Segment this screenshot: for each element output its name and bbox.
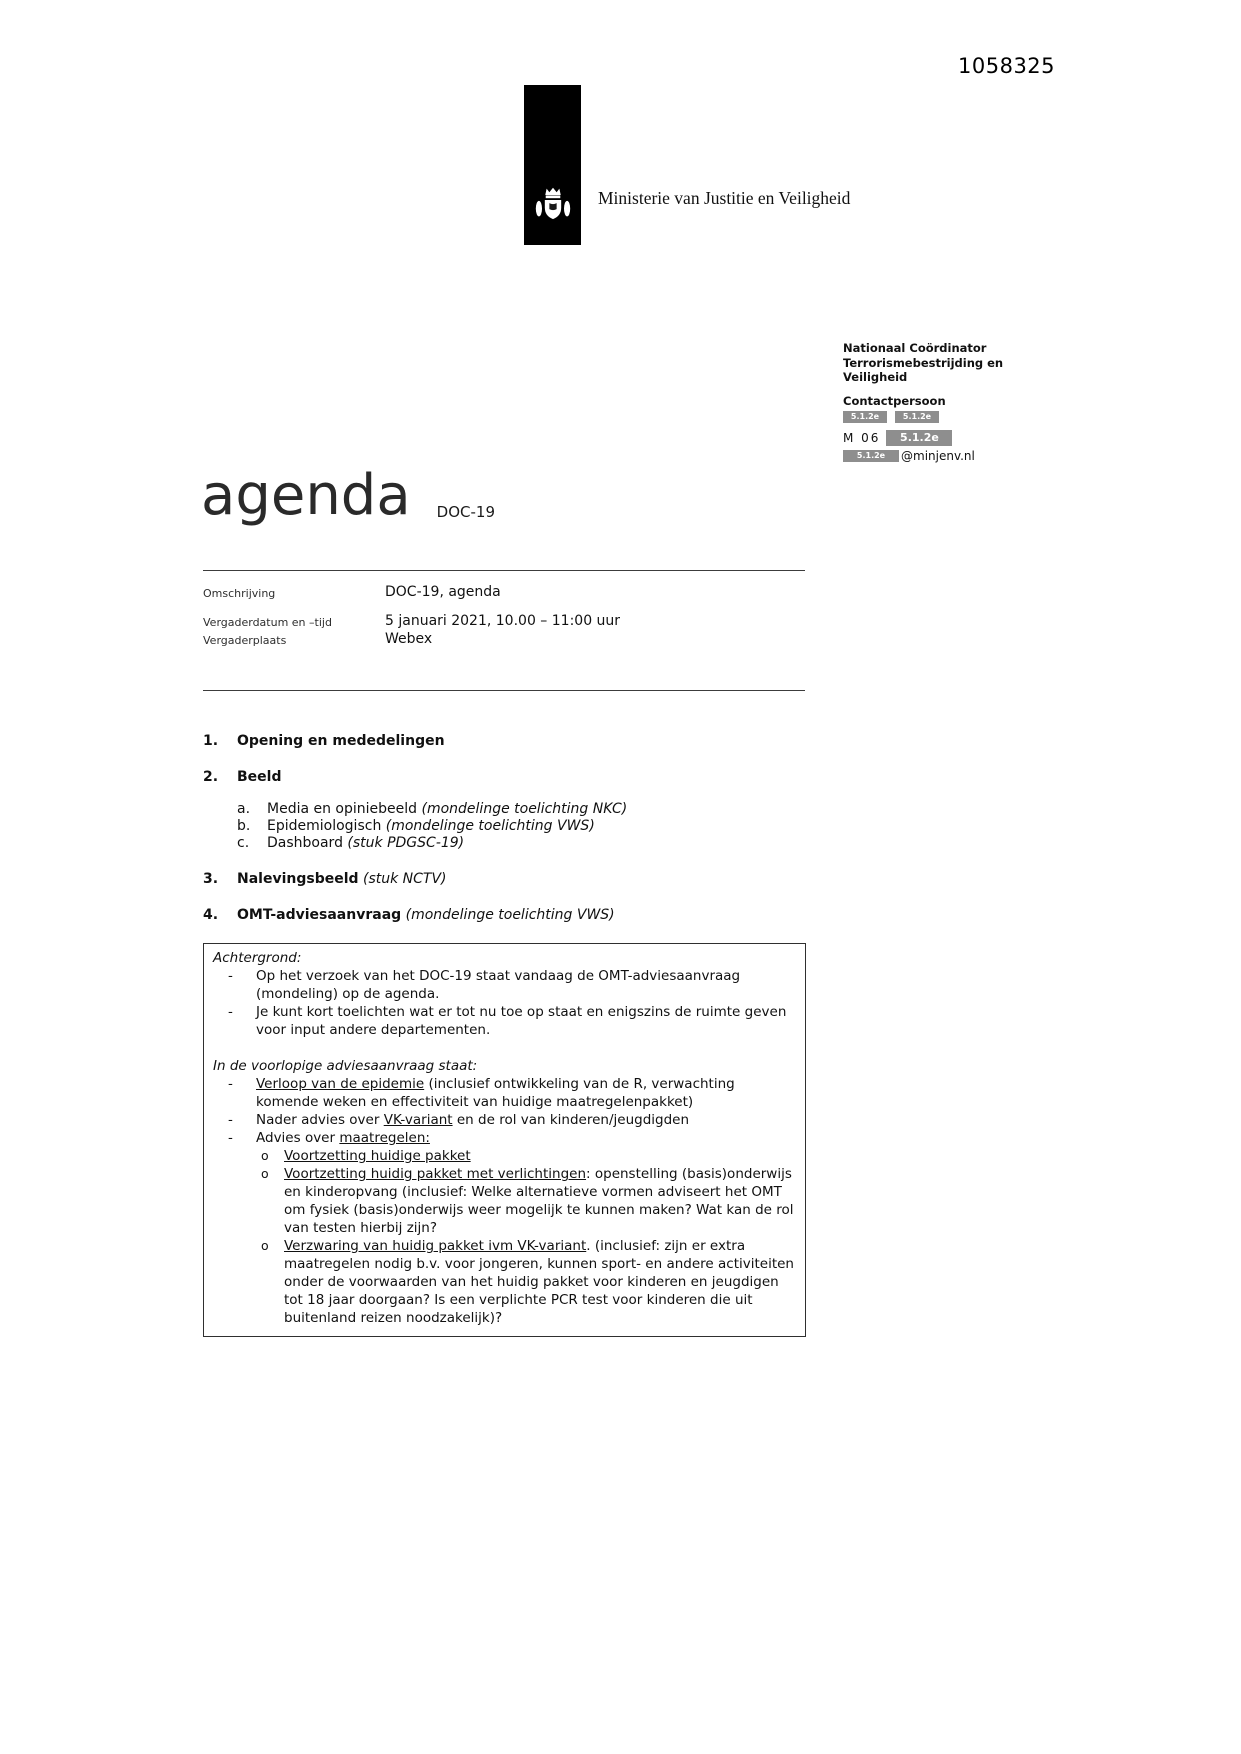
- circle-marker: o: [261, 1238, 269, 1253]
- agenda-subitem-b: [237, 818, 806, 835]
- dash-marker: -: [228, 1004, 233, 1020]
- title-text: agenda: [201, 463, 411, 528]
- email-domain: @minjenv.nl: [901, 448, 975, 463]
- box-sub-bullet-item: [213, 1147, 795, 1165]
- agenda-item-4: [203, 907, 806, 924]
- bullet-text: Verzwaring van huidig pakket ivm VK-variant. (inclusief: zijn er extra maatregelen nodig b.v. voor jongeren, kunnen sport- en andere activiteiten onder de voorwaarden van het huidig pakket voor kinderen en jeugdigen tot 18 jaar doorgaan? Is een verplichte PCR test voor kinderen die uit buitenland reizen noodzakelijk)?: [284, 1238, 794, 1326]
- bullet-text: Op het verzoek van het DOC-19 staat vandaag de OMT-adviesaanvraag (mondeling) op de agenda.: [256, 968, 741, 1002]
- agenda-item-title: OMT-adviesaanvraag (mondelinge toelichting VWS): [237, 907, 615, 923]
- agenda-item-note: (stuk NCTV): [358, 871, 447, 887]
- box-heading-achtergrond: Achtergrond:: [213, 950, 302, 966]
- box-bullet-item: [213, 1129, 795, 1147]
- meta-row: [203, 631, 805, 647]
- redaction-block: 5.1.2e: [843, 450, 899, 462]
- contact-block: [843, 341, 1053, 463]
- box-bullet-item: [213, 1075, 795, 1111]
- agenda-item-1: [203, 733, 806, 750]
- bullet-text: Nader advies over VK-variant en de rol van kinderen/jeugdigden: [256, 1112, 690, 1128]
- background-info-box: [203, 943, 806, 1337]
- org-name-line-3: Veiligheid: [843, 370, 908, 384]
- meta-value: Webex: [385, 631, 433, 647]
- underlined-phrase: Voortzetting huidige pakket: [284, 1148, 471, 1164]
- redaction-row: [843, 411, 1053, 423]
- divider-bottom: [203, 690, 805, 691]
- meta-label: Vergaderplaats: [203, 634, 287, 647]
- title-doc-tag: DOC-19: [436, 503, 496, 521]
- box-heading-adviesaanvraag: In de voorlopige adviesaanvraag staat:: [213, 1058, 478, 1074]
- agenda-item-number: 3.: [203, 871, 219, 887]
- redaction-block: 5.1.2e: [843, 411, 887, 423]
- underlined-phrase: Voortzetting huidig pakket met verlichtingen: [284, 1166, 587, 1182]
- subitem-note: (mondelinge toelichting VWS): [385, 818, 595, 834]
- agenda-subitem-a: [237, 801, 806, 818]
- agenda-list: [203, 733, 806, 1337]
- agenda-item-2: [203, 769, 806, 786]
- phone-prefix: M 06: [843, 430, 881, 445]
- agenda-item-title: Nalevingsbeeld (stuk NCTV): [237, 871, 447, 887]
- agenda-subitem-c: [237, 835, 806, 852]
- email-line: [843, 449, 1053, 463]
- document-number: 1058325: [958, 54, 1056, 78]
- subitem-text: Media en opiniebeeld (mondelinge toelichting NKC): [267, 801, 628, 817]
- underlined-phrase: maatregelen:: [339, 1130, 430, 1146]
- agenda-item-title: Opening en mededelingen: [237, 733, 445, 749]
- dash-marker: -: [228, 1076, 233, 1092]
- meta-row: [203, 584, 805, 600]
- redaction-block: 5.1.2e: [886, 430, 952, 446]
- org-name-line-2: Terrorismebestrijding en: [843, 355, 1004, 370]
- org-name-line-1: Nationaal Coördinator: [843, 341, 987, 355]
- bullet-text: Advies over maatregelen:: [256, 1130, 430, 1146]
- agenda-item-number: 4.: [203, 907, 219, 923]
- agenda-item-number: 2.: [203, 769, 219, 785]
- box-bullet-item: [213, 967, 795, 1003]
- box-sub-bullet-item: [213, 1237, 795, 1327]
- bullet-text: Verloop van de epidemie (inclusief ontwikkeling van de R, verwachting komende weken en effectiviteit van huidige maatregelenpakket): [256, 1076, 735, 1110]
- box-sub-bullet-item: [213, 1165, 795, 1237]
- agenda-subitem-list: [237, 801, 806, 852]
- subitem-letter: c.: [237, 835, 250, 851]
- dash-marker: -: [228, 968, 233, 984]
- coat-of-arms-icon: [533, 185, 573, 225]
- subitem-text: Epidemiologisch (mondelinge toelichting VWS): [267, 818, 595, 834]
- meta-value: DOC-19, agenda: [385, 584, 501, 600]
- phone-line: [843, 430, 1053, 446]
- dash-marker: -: [228, 1130, 233, 1146]
- subitem-text: Dashboard (stuk PDGSC-19): [267, 835, 465, 851]
- ministry-name: Ministerie van Justitie en Veiligheid: [598, 188, 851, 208]
- subitem-note: (mondelinge toelichting NKC): [421, 801, 628, 817]
- underlined-phrase: Verloop van de epidemie: [256, 1076, 425, 1092]
- meta-value: 5 januari 2021, 10.00 – 11:00 uur: [385, 613, 621, 629]
- subitem-letter: b.: [237, 818, 251, 834]
- meta-label: Omschrijving: [203, 587, 276, 600]
- contact-person-label: Contactpersoon: [843, 393, 946, 408]
- bullet-text: Je kunt kort toelichten wat er tot nu toe op staat en enigszins de ruimte geven voor input andere departementen.: [256, 1004, 787, 1038]
- meta-row: [203, 613, 805, 629]
- redaction-block: 5.1.2e: [895, 411, 939, 423]
- subitem-note: (stuk PDGSC-19): [347, 835, 465, 851]
- bullet-text: Voortzetting huidig pakket met verlichtingen: openstelling (basis)onderwijs en kinderopvang (inclusief: Welke alternatieve vormen adviseert het OMT om fysiek (basis)onderwijs weer mogelijk te kunnen maken? Wat kan de rol van testen hierbij zijn?: [284, 1166, 794, 1236]
- circle-marker: o: [261, 1166, 269, 1181]
- subitem-letter: a.: [237, 801, 251, 817]
- box-bullet-item: [213, 1003, 795, 1039]
- document-title: [201, 463, 496, 528]
- dash-marker: -: [228, 1112, 233, 1128]
- underlined-phrase: VK-variant: [383, 1112, 453, 1128]
- divider-top: [203, 570, 805, 571]
- bullet-text: [284, 1147, 795, 1165]
- underlined-phrase: Verzwaring van huidig pakket ivm VK-variant: [284, 1238, 587, 1254]
- circle-marker: o: [261, 1148, 269, 1163]
- agenda-item-title: Beeld: [237, 769, 282, 785]
- meta-label: Vergaderdatum en –tijd: [203, 616, 332, 629]
- agenda-item-note: (mondelinge toelichting VWS): [401, 907, 615, 923]
- agenda-item-3: [203, 871, 806, 888]
- meta-table: [203, 584, 805, 660]
- rijksoverheid-logo-ribbon: [524, 85, 581, 245]
- agenda-item-number: 1.: [203, 733, 219, 749]
- box-bullet-item: [213, 1111, 795, 1129]
